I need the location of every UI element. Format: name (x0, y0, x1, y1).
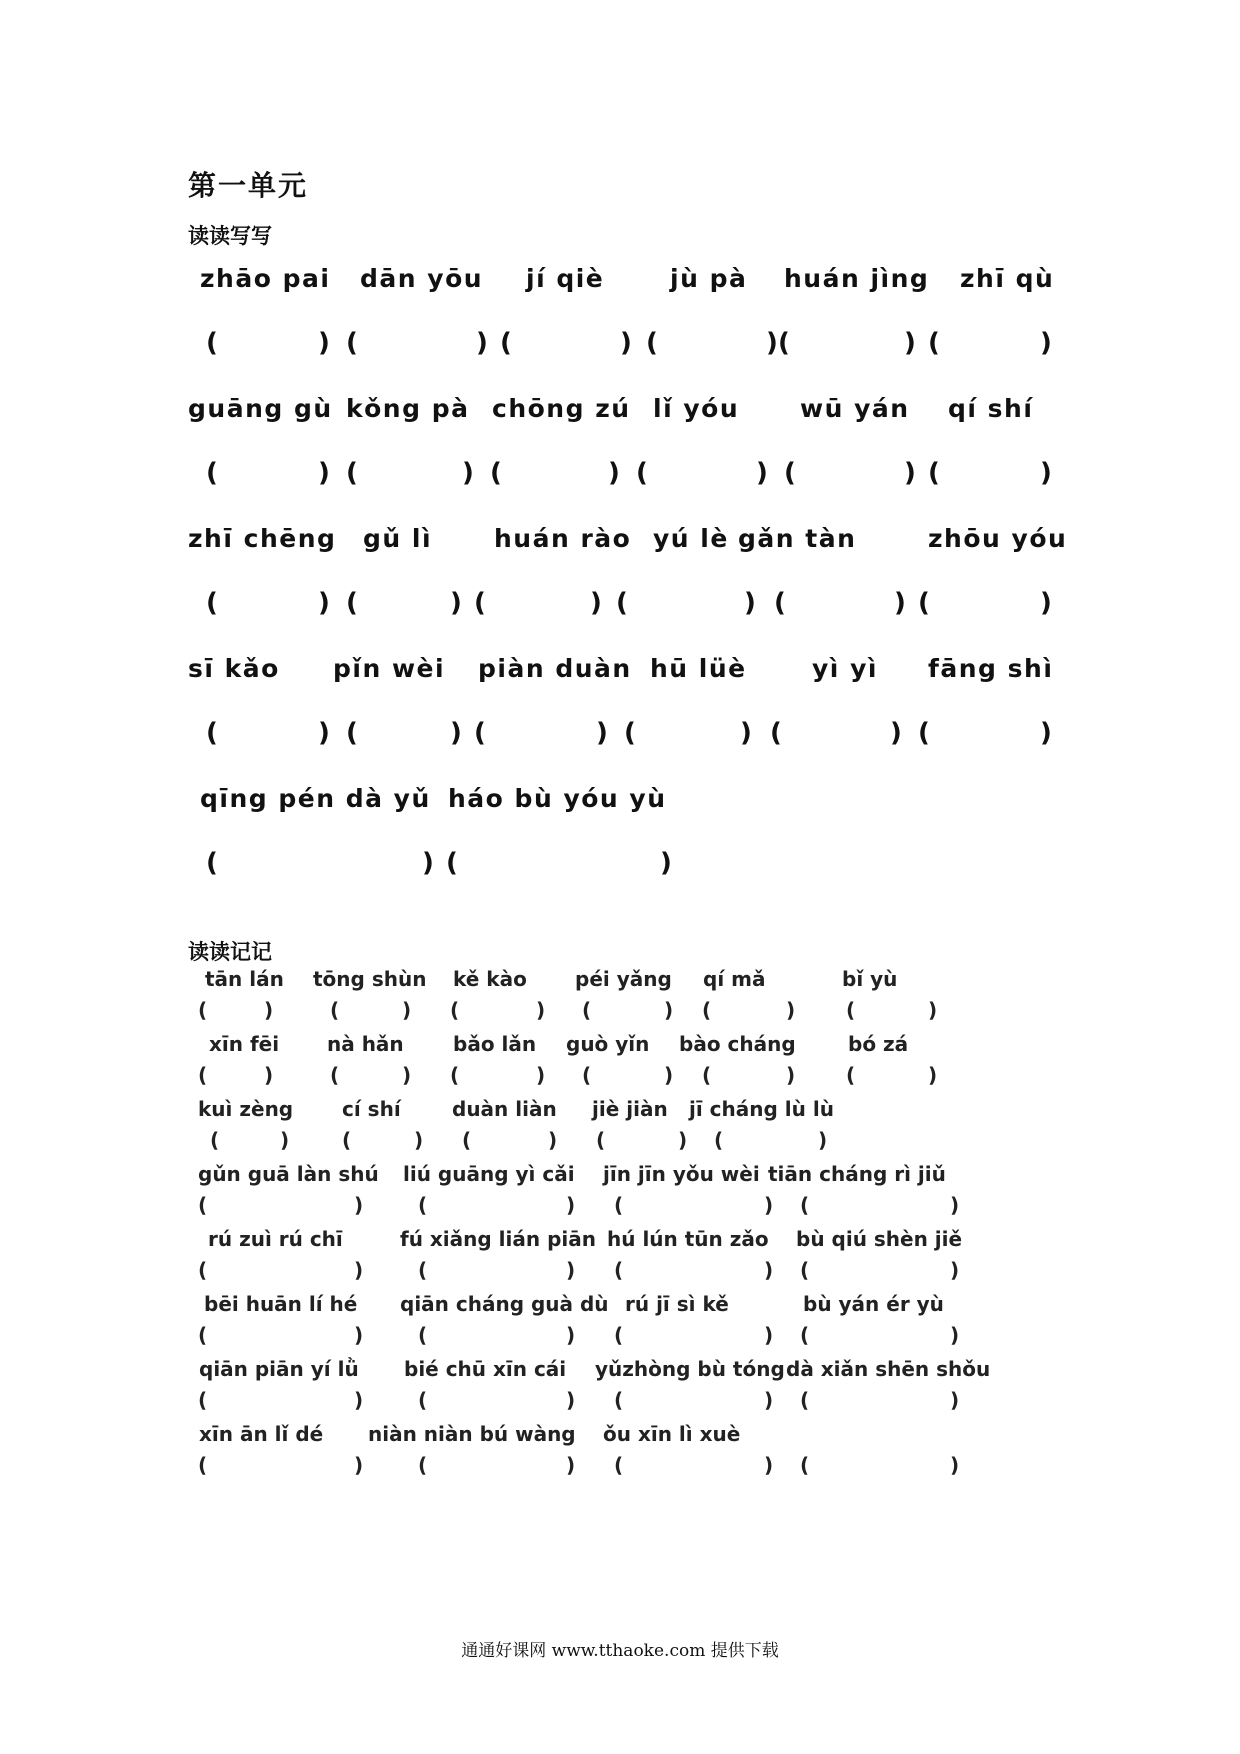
answer-blank-row (0, 328, 1240, 368)
answer-blank-open-paren: ( (800, 1193, 810, 1217)
pinyin-word: jí qiè (526, 264, 605, 293)
answer-blank-close-paren: ) (476, 328, 488, 358)
pinyin-word: xīn fēi (209, 1032, 280, 1056)
section2-pinyin-row (0, 1097, 1240, 1127)
pinyin-word: jù pà (670, 264, 748, 293)
answer-blank-close-paren: ) (264, 1063, 274, 1087)
answer-blank-open-paren: ( (500, 328, 512, 358)
answer-blank-close-paren: ) (414, 1128, 424, 1152)
answer-blank-close-paren: ) (950, 1388, 960, 1412)
answer-blank-close-paren: ) (318, 328, 330, 358)
answer-blank-open-paren: ( (474, 588, 486, 618)
pinyin-word: zhōu yóu (928, 524, 1068, 553)
answer-blank-open-paren: ( (614, 1453, 624, 1477)
pinyin-word: qí mǎ (703, 967, 766, 991)
answer-blank-close-paren: ) (904, 328, 916, 358)
pinyin-word: bié chū xīn cái (404, 1357, 567, 1381)
answer-blank-open-paren: ( (474, 718, 486, 748)
pinyin-word: liú guāng yì cǎi (403, 1162, 575, 1186)
answer-blank-close-paren: ) (664, 998, 674, 1022)
answer-blank-open-paren: ( (614, 1193, 624, 1217)
answer-blank-open-paren: ( (206, 328, 218, 358)
answer-blank-close-paren: ) (608, 458, 620, 488)
answer-blank-open-paren: ( (450, 1063, 460, 1087)
answer-blank-close-paren: ) (450, 718, 462, 748)
answer-blank-open-paren: ( (596, 1128, 606, 1152)
answer-blank-close-paren: ) (1040, 328, 1052, 358)
answer-blank-close-paren: ) (536, 998, 546, 1022)
pinyin-word: jī cháng lù lù (689, 1097, 834, 1121)
answer-blank-row (0, 848, 1240, 888)
answer-blank-open-paren: ( (346, 328, 358, 358)
answer-blank-close-paren: ) (318, 588, 330, 618)
answer-blank-open-paren: ( (198, 1258, 208, 1282)
pinyin-word: zhāo pai (200, 264, 331, 293)
pinyin-word: ǒu xīn lì xuè (603, 1422, 741, 1446)
answer-blank-close-paren: ) (354, 1388, 364, 1412)
answer-blank-open-paren: ( (198, 998, 208, 1022)
answer-blank-open-paren: ( (624, 718, 636, 748)
pinyin-word: bǐ yù (842, 967, 898, 991)
answer-blank-close-paren: ) (402, 1063, 412, 1087)
section2-pinyin-row (0, 1292, 1240, 1322)
answer-blank-close-paren: ) (566, 1323, 576, 1347)
pinyin-word: jīn jīn yǒu wèi (603, 1162, 760, 1186)
answer-blank-close-paren: ) (264, 998, 274, 1022)
answer-blank-row (0, 1063, 1240, 1093)
answer-blank-open-paren: ( (418, 1453, 428, 1477)
answer-blank-close-paren: ) (764, 1258, 774, 1282)
answer-blank-open-paren: ( (582, 1063, 592, 1087)
answer-blank-open-paren: ( (198, 1323, 208, 1347)
answer-blank-row (0, 1193, 1240, 1223)
pinyin-word: guāng gù (188, 394, 333, 423)
pinyin-word: qīng pén dà yǔ (200, 784, 431, 813)
answer-blank-open-paren: ( (800, 1258, 810, 1282)
pinyin-word: bào cháng (679, 1032, 796, 1056)
pinyin-word: yú lè (653, 524, 729, 553)
answer-blank-open-paren: ( (330, 1063, 340, 1087)
pinyin-word: sī kǎo (188, 654, 280, 683)
pinyin-word: yì yì (812, 654, 878, 683)
answer-blank-open-paren: ( (928, 458, 940, 488)
section1-pinyin-row (0, 264, 1240, 304)
pinyin-word: qiān cháng guà dù (400, 1292, 609, 1316)
pinyin-word: guò yǐn (566, 1032, 650, 1056)
answer-blank-close-paren: ) (548, 1128, 558, 1152)
pinyin-word: kuì zèng (198, 1097, 294, 1121)
pinyin-word: zhī qù (960, 264, 1055, 293)
answer-blank-open-paren: ( (770, 718, 782, 748)
answer-blank-row (0, 998, 1240, 1028)
pinyin-word: pǐn wèi (333, 654, 446, 683)
pinyin-word: bù yán ér yù (803, 1292, 944, 1316)
pinyin-word: lǐ yóu (653, 394, 740, 423)
answer-blank-open-paren: ( (342, 1128, 352, 1152)
pinyin-word: bǎo lǎn (453, 1032, 537, 1056)
answer-blank-open-paren: ( (614, 1388, 624, 1412)
pinyin-word: hú lún tūn zǎo (607, 1227, 769, 1251)
answer-blank-close-paren: ) (928, 1063, 938, 1087)
section1-pinyin-row (0, 784, 1240, 824)
answer-blank-close-paren: ) (664, 1063, 674, 1087)
pinyin-word: bó zá (848, 1032, 909, 1056)
answer-blank-close-paren: ) (354, 1258, 364, 1282)
answer-blank-close-paren: ) (596, 718, 608, 748)
answer-blank-close-paren: ) (744, 588, 756, 618)
pinyin-word: huán rào (494, 524, 632, 553)
answer-blank-close-paren: ) (620, 328, 632, 358)
answer-blank-close-paren: ) (1040, 588, 1052, 618)
section2-pinyin-row (0, 1227, 1240, 1257)
answer-blank-row (0, 1258, 1240, 1288)
answer-blank-open-paren: ( (198, 1193, 208, 1217)
answer-blank-close-paren: ) (950, 1258, 960, 1282)
answer-blank-close-paren: ) (1040, 718, 1052, 748)
answer-blank-open-paren: ( (714, 1128, 724, 1152)
answer-blank-open-paren: ( (800, 1323, 810, 1347)
answer-blank-close-paren: ) (660, 848, 672, 878)
answer-blank-close-paren: ) (1040, 458, 1052, 488)
pinyin-word: tōng shùn (313, 967, 427, 991)
answer-blank-open-paren: ( (582, 998, 592, 1022)
pinyin-word: fāng shì (928, 654, 1054, 683)
answer-blank-open-paren: ( (614, 1258, 624, 1282)
pinyin-word: bù qiú shèn jiě (796, 1227, 963, 1251)
pinyin-word: huán jìng (784, 264, 930, 293)
answer-blank-open-paren: ( (450, 998, 460, 1022)
answer-blank-close-paren: ) (818, 1128, 828, 1152)
answer-blank-close-paren: ) (536, 1063, 546, 1087)
answer-blank-open-paren: ( (330, 998, 340, 1022)
pinyin-word: tān lán (205, 967, 284, 991)
pinyin-word: qí shí (948, 394, 1034, 423)
answer-blank-close-paren: ) (950, 1453, 960, 1477)
answer-blank-open-paren: ( (198, 1388, 208, 1412)
pinyin-word: bēi huān lí hé (204, 1292, 358, 1316)
answer-blank-open-paren: ( (198, 1063, 208, 1087)
answer-blank-open-paren: ( (702, 1063, 712, 1087)
answer-blank-open-paren: ( (346, 718, 358, 748)
answer-blank-row (0, 718, 1240, 758)
pinyin-word: fú xiǎng lián piān (400, 1227, 596, 1251)
answer-blank-close-paren: ) (402, 998, 412, 1022)
answer-blank-open-paren: ( (646, 328, 658, 358)
answer-blank-close-paren: ) (740, 718, 752, 748)
answer-blank-row (0, 1453, 1240, 1483)
answer-blank-open-paren: ( (614, 1323, 624, 1347)
answer-blank-open-paren: ( (462, 1128, 472, 1152)
answer-blank-open-paren: ( (206, 588, 218, 618)
answer-blank-close-paren: ) (950, 1193, 960, 1217)
answer-blank-open-paren: ( (846, 998, 856, 1022)
answer-blank-close-paren: ) (354, 1323, 364, 1347)
answer-blank-close-paren: ) (450, 588, 462, 618)
answer-blank-open-paren: ( (210, 1128, 220, 1152)
answer-blank-open-paren: ( (418, 1193, 428, 1217)
answer-blank-close-paren: ) (928, 998, 938, 1022)
section-title-read-remember: 读读记记 (188, 940, 272, 964)
pinyin-word: hū lüè (650, 654, 747, 683)
answer-blank-close-paren: ) (764, 1193, 774, 1217)
answer-blank-open-paren: ( (206, 848, 218, 878)
answer-blank-close-paren: ) (566, 1258, 576, 1282)
answer-blank-open-paren: ( (418, 1388, 428, 1412)
answer-blank-close-paren: ) (756, 458, 768, 488)
pinyin-word: piàn duàn (478, 654, 632, 683)
answer-blank-close-paren: ) (566, 1388, 576, 1412)
pinyin-word: kě kào (453, 967, 527, 991)
answer-blank-row (0, 588, 1240, 628)
answer-blank-open-paren: ( (784, 458, 796, 488)
answer-blank-open-paren: ( (928, 328, 940, 358)
answer-blank-close-paren: ) (786, 1063, 796, 1087)
answer-blank-close-paren: ) (590, 588, 602, 618)
answer-blank-open-paren: ( (636, 458, 648, 488)
answer-blank-open-paren: ( (346, 588, 358, 618)
pinyin-word: yǔzhòng bù tóng (595, 1357, 785, 1381)
answer-blank-open-paren: ( (418, 1323, 428, 1347)
pinyin-word: chōng zú (492, 394, 631, 423)
pinyin-word: jiè jiàn (592, 1097, 668, 1121)
answer-blank-open-paren: ( (846, 1063, 856, 1087)
footer: 通通好课网 www.tthaoke.com 提供下载 (461, 1641, 779, 1661)
answer-blank-close-paren: ) (678, 1128, 688, 1152)
pinyin-word: gǔ lì (363, 524, 433, 553)
answer-blank-close-paren: ) (566, 1193, 576, 1217)
section2-pinyin-row (0, 1162, 1240, 1192)
answer-blank-row (0, 1388, 1240, 1418)
answer-blank-close-paren: ) (354, 1453, 364, 1477)
pinyin-word: dà xiǎn shēn shǒu (786, 1357, 991, 1381)
pinyin-word: xīn ān lǐ dé (199, 1422, 324, 1446)
pinyin-word: nà hǎn (327, 1032, 404, 1056)
answer-blank-close-paren: ) (318, 458, 330, 488)
pinyin-word: cí shí (342, 1097, 401, 1121)
answer-blank-open-paren: ( (418, 1258, 428, 1282)
answer-blank-close-paren: ) (764, 1323, 774, 1347)
answer-blank-open-paren: ( (778, 328, 790, 358)
answer-blank-open-paren: ( (198, 1453, 208, 1477)
answer-blank-open-paren: ( (918, 588, 930, 618)
pinyin-word: niàn niàn bú wàng (368, 1422, 576, 1446)
section2-pinyin-row (0, 967, 1240, 997)
answer-blank-close-paren: ) (766, 328, 778, 358)
answer-blank-close-paren: ) (764, 1453, 774, 1477)
page-title: 第一单元 (188, 169, 309, 202)
section1-pinyin-row (0, 524, 1240, 564)
answer-blank-row (0, 1128, 1240, 1158)
answer-blank-open-paren: ( (800, 1453, 810, 1477)
pinyin-word: duàn liàn (452, 1097, 557, 1121)
answer-blank-open-paren: ( (774, 588, 786, 618)
answer-blank-close-paren: ) (462, 458, 474, 488)
section1-pinyin-row (0, 654, 1240, 694)
pinyin-word: wū yán (800, 394, 910, 423)
pinyin-word: kǒng pà (346, 394, 470, 423)
section2-pinyin-row (0, 1032, 1240, 1062)
answer-blank-row (0, 458, 1240, 498)
answer-blank-open-paren: ( (446, 848, 458, 878)
pinyin-word: rú zuì rú chī (208, 1227, 343, 1251)
answer-blank-row (0, 1323, 1240, 1353)
answer-blank-open-paren: ( (346, 458, 358, 488)
pinyin-word: háo bù yóu yù (448, 784, 667, 813)
pinyin-word: gǔn guā làn shú (198, 1162, 379, 1186)
section-title-read-write: 读读写写 (188, 224, 272, 248)
pinyin-word: zhī chēng (188, 524, 337, 553)
answer-blank-close-paren: ) (280, 1128, 290, 1152)
answer-blank-open-paren: ( (702, 998, 712, 1022)
answer-blank-close-paren: ) (904, 458, 916, 488)
answer-blank-close-paren: ) (890, 718, 902, 748)
answer-blank-close-paren: ) (566, 1453, 576, 1477)
answer-blank-open-paren: ( (616, 588, 628, 618)
answer-blank-close-paren: ) (894, 588, 906, 618)
answer-blank-close-paren: ) (422, 848, 434, 878)
pinyin-word: qiān piān yí lǜ (199, 1357, 359, 1381)
answer-blank-open-paren: ( (490, 458, 502, 488)
answer-blank-open-paren: ( (918, 718, 930, 748)
pinyin-word: dān yōu (360, 264, 484, 293)
answer-blank-open-paren: ( (206, 718, 218, 748)
section1-pinyin-row (0, 394, 1240, 434)
answer-blank-close-paren: ) (786, 998, 796, 1022)
section2-pinyin-row (0, 1422, 1240, 1452)
pinyin-word: rú jī sì kě (625, 1292, 729, 1316)
pinyin-word: gǎn tàn (738, 524, 857, 553)
answer-blank-close-paren: ) (354, 1193, 364, 1217)
section2-pinyin-row (0, 1357, 1240, 1387)
pinyin-word: tiān cháng rì jiǔ (768, 1162, 946, 1186)
answer-blank-close-paren: ) (318, 718, 330, 748)
answer-blank-close-paren: ) (764, 1388, 774, 1412)
pinyin-word: péi yǎng (575, 967, 672, 991)
answer-blank-open-paren: ( (206, 458, 218, 488)
answer-blank-close-paren: ) (950, 1323, 960, 1347)
answer-blank-open-paren: ( (800, 1388, 810, 1412)
